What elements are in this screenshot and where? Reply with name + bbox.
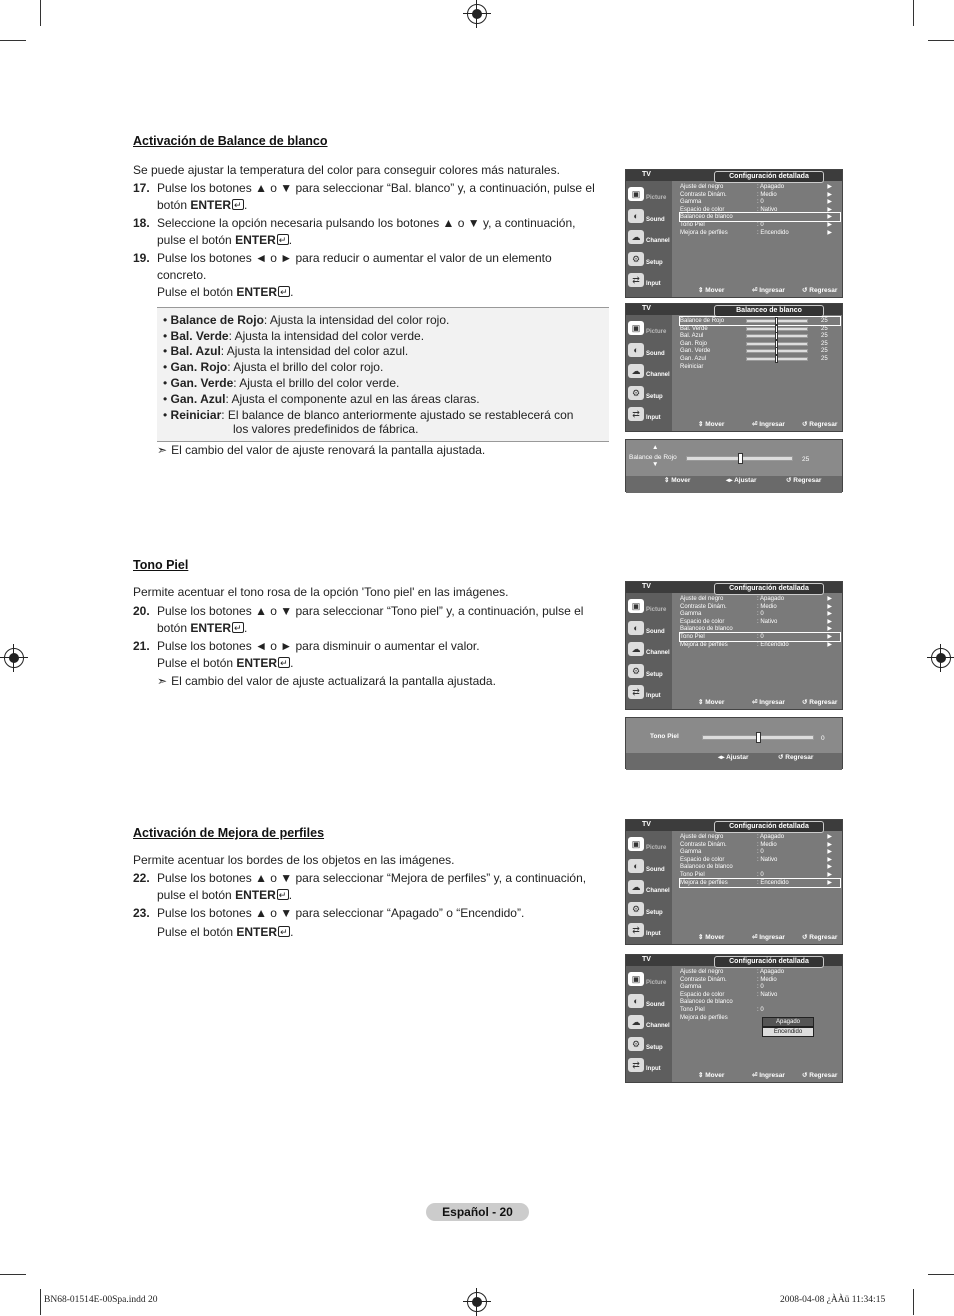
menu-row-label: Gamma bbox=[680, 984, 702, 991]
menu-row-value: : Apagado bbox=[757, 596, 785, 602]
adjust-hint: ◂▸ Ajustar bbox=[718, 754, 749, 761]
menu-row-value: : 0 bbox=[757, 199, 764, 206]
sidebar-item-label: Sound bbox=[646, 350, 665, 357]
sidebar-item-picture[interactable] bbox=[626, 835, 672, 855]
menu-row-label: Balanceo de blanco bbox=[680, 214, 733, 221]
sidebar-item-setup[interactable] bbox=[626, 900, 672, 920]
menu-title: Configuración detallada bbox=[714, 821, 824, 833]
menu-row-value: 25 bbox=[821, 340, 828, 347]
enter-key-label: ENTER bbox=[235, 888, 276, 902]
slider-label: Balance de Rojo bbox=[629, 454, 677, 461]
menu-row-label: Gamma bbox=[680, 849, 702, 856]
move-hint: ⇕ Mover bbox=[698, 1072, 725, 1079]
menu-row-label: Mejora de perfiles bbox=[680, 879, 728, 886]
menu-footer bbox=[672, 1071, 842, 1081]
menu-row-value: : Encendido bbox=[757, 879, 789, 886]
menu-row-value: 25 bbox=[821, 325, 828, 332]
mejora-dropdown[interactable] bbox=[762, 1017, 814, 1037]
menu-row[interactable] bbox=[680, 879, 840, 887]
tv-label: TV bbox=[642, 583, 651, 590]
sidebar-item-input[interactable] bbox=[626, 1056, 672, 1076]
menu-row-label: Tono Piel bbox=[680, 1007, 705, 1013]
tv-label: TV bbox=[642, 171, 651, 178]
return-hint: ↺ Regresar bbox=[802, 421, 838, 428]
menu-row[interactable] bbox=[680, 1014, 840, 1022]
sidebar-item-label: Picture bbox=[646, 980, 667, 986]
sidebar-item-label: Picture bbox=[646, 845, 667, 851]
bullet-item: • Bal. Verde: Ajusta la intensidad del color verde. bbox=[163, 329, 425, 343]
crop-mark bbox=[40, 1289, 41, 1315]
menu-row-label: Mejora de perfiles bbox=[680, 229, 728, 236]
menu-row-value: 25 bbox=[821, 348, 828, 355]
crop-mark bbox=[913, 0, 914, 26]
right-arrow-icon: ▶ bbox=[827, 879, 832, 886]
sidebar bbox=[626, 181, 672, 297]
sidebar-item-sound[interactable] bbox=[626, 857, 672, 877]
sidebar-item-label: Setup bbox=[646, 259, 663, 266]
menu-row[interactable] bbox=[680, 641, 840, 649]
sidebar-item-label: Input bbox=[646, 415, 661, 421]
enter-icon bbox=[278, 926, 290, 937]
channel-icon: ☁ bbox=[628, 642, 644, 656]
red-balance-knob[interactable] bbox=[738, 453, 743, 464]
sound-icon: ◐ bbox=[628, 621, 644, 635]
sidebar-item-picture[interactable] bbox=[626, 597, 672, 617]
enter-icon bbox=[277, 889, 289, 900]
sidebar-item-label: Sound bbox=[646, 628, 665, 635]
sidebar-item-setup[interactable] bbox=[626, 662, 672, 682]
menu-row-value: 25 bbox=[821, 318, 828, 324]
sidebar-item-picture[interactable] bbox=[626, 319, 672, 339]
menu-row-value: : 0 bbox=[757, 222, 764, 228]
tv-slider-screen bbox=[625, 439, 843, 492]
print-file-name: BN68-01514E-00Spa.indd 20 bbox=[44, 1295, 158, 1305]
section-heading-white-balance: Activación de Balance de blanco bbox=[133, 134, 328, 148]
menu-row-label: Tono Piel bbox=[680, 634, 705, 640]
channel-icon: ☁ bbox=[628, 880, 644, 894]
step-21: 21. Pulse los botones ◄ o ► para disminuir o aumentar el valor. Pulse el botón ENTER↵ . bbox=[133, 638, 603, 672]
menu-row-value: : Apagado bbox=[757, 184, 785, 190]
menu-row-label: Gan. Verde bbox=[680, 348, 711, 355]
enter-key-label: ENTER bbox=[236, 285, 278, 299]
crop-mark bbox=[928, 40, 954, 41]
move-hint: ⇕ Mover bbox=[698, 287, 725, 294]
right-arrow-icon: ▶ bbox=[827, 841, 832, 848]
registration-mark-icon bbox=[467, 1292, 487, 1312]
right-arrow-icon: ▶ bbox=[827, 634, 832, 640]
bullet-item: • Gan. Rojo: Ajusta el brillo del color rojo. bbox=[163, 360, 384, 374]
return-hint: ↺ Regresar bbox=[802, 934, 838, 941]
crop-mark bbox=[913, 1289, 914, 1315]
menu-footer bbox=[672, 933, 842, 943]
menu-row-label: Ajuste del negro bbox=[680, 969, 724, 975]
sidebar-item-label: Channel bbox=[646, 238, 670, 244]
menu-row-value: 25 bbox=[821, 356, 828, 362]
menu-row-label: Bal. Azul bbox=[680, 333, 704, 340]
sidebar-item-label: Input bbox=[646, 1066, 661, 1072]
tv-label: TV bbox=[642, 956, 651, 963]
menu-row-label: Espacio de color bbox=[680, 856, 725, 863]
sidebar-item-label: Sound bbox=[646, 1001, 665, 1008]
bullet-item: • Gan. Azul: Ajusta el componente azul en las áreas claras. bbox=[163, 392, 480, 406]
tv-slider-screen bbox=[625, 717, 843, 769]
input-icon: ⇄ bbox=[628, 923, 644, 937]
picture-icon: ▣ bbox=[628, 837, 644, 851]
skin-tone-knob[interactable] bbox=[756, 732, 761, 743]
menu-row-value: : 0 bbox=[757, 872, 764, 878]
sidebar bbox=[626, 966, 672, 1082]
menu-row-value: : Medio bbox=[757, 191, 777, 198]
slider-footer bbox=[626, 753, 842, 770]
menu-row-label: Balanceo de blanco bbox=[680, 999, 733, 1006]
menu-row-value: : Nativo bbox=[757, 856, 778, 863]
sidebar-item-channel[interactable] bbox=[626, 640, 672, 660]
sidebar-item-label: Setup bbox=[646, 393, 663, 400]
menu-row-label: Espacio de color bbox=[680, 618, 725, 625]
bullet-item: • Gan. Verde: Ajusta el brillo del color verde. bbox=[163, 376, 400, 390]
enter-key-label: ENTER bbox=[190, 198, 232, 212]
menu-row-label: Ajuste del negro bbox=[680, 834, 724, 840]
return-hint: ↺ Regresar bbox=[802, 699, 838, 706]
right-arrow-icon: ▶ bbox=[827, 184, 832, 190]
menu-row-label: Gamma bbox=[680, 199, 702, 206]
menu-row-label: Contraste Dinám. bbox=[680, 841, 727, 848]
menu-footer bbox=[672, 420, 842, 430]
sidebar-item-label: Setup bbox=[646, 671, 663, 678]
sidebar-item-label: Picture bbox=[646, 329, 667, 335]
note-arrow-icon: ➣ bbox=[157, 674, 168, 688]
enter-key-label: ENTER bbox=[236, 925, 278, 939]
sound-icon: ◐ bbox=[628, 343, 644, 357]
right-arrow-icon: ▶ bbox=[827, 856, 832, 863]
enter-icon bbox=[278, 657, 290, 668]
menu-footer bbox=[672, 286, 842, 296]
menu-row-value: : Medio bbox=[757, 841, 777, 848]
right-arrow-icon: ▶ bbox=[827, 214, 832, 221]
registration-mark-icon bbox=[467, 4, 487, 24]
enter-key-label: ENTER bbox=[190, 621, 232, 635]
menu-row-label: Gamma bbox=[680, 611, 702, 618]
menu-row-value: : Encendido bbox=[757, 641, 789, 648]
menu-row-label: Mejora de perfiles bbox=[680, 641, 728, 648]
menu-row-value: : Apagado bbox=[757, 834, 785, 840]
crop-mark bbox=[0, 40, 26, 41]
sidebar-item-label: Channel bbox=[646, 650, 670, 656]
menu-row-value: : 0 bbox=[757, 1007, 764, 1013]
move-hint: ⇕ Mover bbox=[664, 477, 691, 484]
sidebar-item-input[interactable] bbox=[626, 921, 672, 941]
down-arrow-icon: ▼ bbox=[652, 461, 659, 468]
setup-icon: ⚙ bbox=[628, 902, 644, 916]
move-hint: ⇕ Mover bbox=[698, 934, 725, 941]
enter-hint: ⏎ Ingresar bbox=[752, 934, 785, 941]
note-white-balance: ➣ El cambio del valor de ajuste renovará la pantalla ajustada. bbox=[157, 443, 486, 457]
right-arrow-icon: ▶ bbox=[827, 872, 832, 878]
move-hint: ⇕ Mover bbox=[698, 421, 725, 428]
setup-icon: ⚙ bbox=[628, 252, 644, 266]
note-skin-tone: ➣ El cambio del valor de ajuste actualizará la pantalla ajustada. bbox=[157, 674, 496, 688]
menu-title: Configuración detallada bbox=[714, 956, 824, 968]
sidebar-item-setup[interactable] bbox=[626, 1035, 672, 1055]
menu-row-label: Tono Piel bbox=[680, 222, 705, 228]
sidebar-item-input[interactable] bbox=[626, 683, 672, 703]
menu-row[interactable] bbox=[680, 363, 840, 371]
sidebar-item-channel[interactable] bbox=[626, 1013, 672, 1033]
picture-icon: ▣ bbox=[628, 972, 644, 986]
input-icon: ⇄ bbox=[628, 685, 644, 699]
crop-mark bbox=[0, 1274, 26, 1275]
enter-icon bbox=[232, 199, 244, 210]
sidebar-item-label: Picture bbox=[646, 607, 667, 613]
return-hint: ↺ Regresar bbox=[802, 287, 838, 294]
step-17: 17. Pulse los botones ▲ o ▼ para seleccionar “Bal. blanco” y, a continuación, pulse el botón ENTER↵ . bbox=[133, 180, 603, 214]
menu-row-value: : Apagado bbox=[757, 969, 785, 975]
sidebar-item-channel[interactable] bbox=[626, 228, 672, 248]
menu-row-value: : 0 bbox=[757, 634, 764, 640]
sidebar-item-input[interactable] bbox=[626, 271, 672, 291]
up-arrow-icon: ▲ bbox=[652, 444, 659, 451]
picture-icon: ▣ bbox=[628, 321, 644, 335]
sidebar-item-label: Picture bbox=[646, 195, 667, 201]
sound-icon: ◐ bbox=[628, 994, 644, 1008]
return-hint: ↺ Regresar bbox=[786, 477, 822, 484]
tv-screen bbox=[625, 581, 843, 710]
sidebar-item-label: Setup bbox=[646, 1044, 663, 1051]
sound-icon: ◐ bbox=[628, 859, 644, 873]
sidebar-item-sound[interactable] bbox=[626, 341, 672, 361]
sidebar-item-label: Channel bbox=[646, 1023, 670, 1029]
sidebar-item-setup[interactable] bbox=[626, 250, 672, 270]
move-hint: ⇕ Mover bbox=[698, 699, 725, 706]
setup-icon: ⚙ bbox=[628, 664, 644, 678]
bullet-item: • Reiniciar: El balance de blanco anteriormente ajustado se restablecerá con bbox=[163, 408, 574, 422]
input-icon: ⇄ bbox=[628, 1058, 644, 1072]
sidebar-item-label: Channel bbox=[646, 372, 670, 378]
intro-white-balance: Se puede ajustar la temperatura del color para conseguir colores más naturales. bbox=[133, 163, 560, 177]
menu-row-label: Mejora de perfiles bbox=[680, 1014, 728, 1021]
menu-row-label: Balanceo de blanco bbox=[680, 626, 733, 633]
step-22: 22. Pulse los botones ▲ o ▼ para seleccionar “Mejora de perfiles” y, a continuación, pulse el botón ENTER↵ . bbox=[133, 870, 603, 904]
tv-label: TV bbox=[642, 305, 651, 312]
sidebar-item-input[interactable] bbox=[626, 405, 672, 425]
enter-hint: ⏎ Ingresar bbox=[752, 1072, 785, 1079]
menu-row-value: : Nativo bbox=[757, 618, 778, 625]
enter-icon bbox=[278, 286, 290, 297]
channel-icon: ☁ bbox=[628, 1015, 644, 1029]
note-arrow-icon: ➣ bbox=[157, 443, 168, 457]
enter-icon bbox=[232, 622, 244, 633]
sidebar-item-label: Input bbox=[646, 281, 661, 287]
menu-row-label: Balance de Rojo bbox=[680, 318, 725, 324]
menu-row-value: : 0 bbox=[757, 984, 764, 991]
enter-hint: ⏎ Ingresar bbox=[752, 699, 785, 706]
step-23: 23. Pulse los botones ▲ o ▼ para seleccionar “Apagado” o “Encendido”. Pulse el botón ENTER↵ . bbox=[133, 905, 603, 941]
sidebar-item-channel[interactable] bbox=[626, 878, 672, 898]
menu-row-label: Reiniciar bbox=[680, 363, 704, 370]
skin-tone-value: 0 bbox=[821, 735, 825, 742]
menu-row-label: Ajuste del negro bbox=[680, 596, 724, 602]
sidebar-item-picture[interactable] bbox=[626, 970, 672, 990]
menu-row-label: Espacio de color bbox=[680, 206, 725, 213]
right-arrow-icon: ▶ bbox=[827, 199, 832, 206]
tv-screen bbox=[625, 303, 843, 432]
right-arrow-icon: ▶ bbox=[827, 603, 832, 610]
right-arrow-icon: ▶ bbox=[827, 611, 832, 618]
input-icon: ⇄ bbox=[628, 407, 644, 421]
sound-icon: ◐ bbox=[628, 209, 644, 223]
sidebar bbox=[626, 593, 672, 709]
sidebar bbox=[626, 831, 672, 944]
setup-icon: ⚙ bbox=[628, 386, 644, 400]
menu-footer bbox=[672, 698, 842, 708]
bullet-item: • Balance de Rojo: Ajusta la intensidad del color rojo. bbox=[163, 313, 450, 327]
menu-row-label: Gan. Azul bbox=[680, 356, 707, 362]
return-hint: ↺ Regresar bbox=[802, 1072, 838, 1079]
menu-row-value: : Medio bbox=[757, 976, 777, 983]
right-arrow-icon: ▶ bbox=[827, 641, 832, 648]
menu-row-label: Gan. Rojo bbox=[680, 340, 708, 347]
sidebar-item-label: Sound bbox=[646, 216, 665, 223]
right-arrow-icon: ▶ bbox=[827, 191, 832, 198]
menu-row-label: Contraste Dinám. bbox=[680, 603, 727, 610]
menu-row[interactable] bbox=[680, 229, 840, 237]
tv-screen bbox=[625, 169, 843, 298]
menu-row-label: Espacio de color bbox=[680, 991, 725, 998]
enter-hint: ⏎ Ingresar bbox=[752, 287, 785, 294]
right-arrow-icon: ▶ bbox=[827, 849, 832, 856]
sidebar-item-sound[interactable] bbox=[626, 992, 672, 1012]
sidebar-item-label: Input bbox=[646, 693, 661, 699]
enter-key-label: ENTER bbox=[236, 656, 278, 670]
menu-title: Configuración detallada bbox=[714, 171, 824, 183]
red-balance-value: 25 bbox=[802, 456, 810, 463]
sidebar-item-label: Sound bbox=[646, 866, 665, 873]
right-arrow-icon: ▶ bbox=[827, 626, 832, 633]
menu-title: Configuración detallada bbox=[714, 583, 824, 595]
white-balance-options-box bbox=[157, 307, 609, 442]
menu-row-label: Contraste Dinám. bbox=[680, 191, 727, 198]
crop-mark bbox=[40, 0, 41, 26]
sidebar-item-label: Channel bbox=[646, 888, 670, 894]
picture-icon: ▣ bbox=[628, 599, 644, 613]
menu-row-label: Ajuste del negro bbox=[680, 184, 724, 190]
sidebar-item-setup[interactable] bbox=[626, 384, 672, 404]
right-arrow-icon: ▶ bbox=[827, 864, 832, 871]
right-arrow-icon: ▶ bbox=[827, 596, 832, 602]
enter-hint: ⏎ Ingresar bbox=[752, 421, 785, 428]
sidebar-item-sound[interactable] bbox=[626, 207, 672, 227]
right-arrow-icon: ▶ bbox=[827, 229, 832, 236]
menu-row-value: : Nativo bbox=[757, 206, 778, 213]
right-arrow-icon: ▶ bbox=[827, 206, 832, 213]
step-18: 18. Seleccione la opción necesaria pulsando los botones ▲ o ▼ y, a continuación, pulse el botón ENTER↵ . bbox=[133, 215, 603, 249]
menu-row-value: : Medio bbox=[757, 603, 777, 610]
channel-icon: ☁ bbox=[628, 364, 644, 378]
slider-footer bbox=[626, 476, 842, 493]
sidebar-item-sound[interactable] bbox=[626, 619, 672, 639]
sidebar-item-channel[interactable] bbox=[626, 362, 672, 382]
return-hint: ↺ Regresar bbox=[778, 754, 814, 761]
intro-skin-tone: Permite acentuar el tono rosa de la opción 'Tono piel' en las imágenes. bbox=[133, 585, 509, 599]
registration-mark-icon bbox=[4, 648, 24, 668]
sidebar-item-picture[interactable] bbox=[626, 185, 672, 205]
section-heading-skin-tone: Tono Piel bbox=[133, 558, 189, 572]
step-19: 19. Pulse los botones ◄ o ► para reducir o aumentar el valor de un elemento concreto. Pulse el botón ENTER↵ . bbox=[133, 250, 603, 302]
menu-row-label: Tono Piel bbox=[680, 872, 705, 878]
adjust-hint: ◂▸ Ajustar bbox=[726, 477, 757, 484]
slider-label: Tono Piel bbox=[650, 733, 679, 740]
tv-screen bbox=[625, 819, 843, 945]
section-heading-edge: Activación de Mejora de perfiles bbox=[133, 826, 325, 840]
enter-key-label: ENTER bbox=[235, 233, 276, 247]
step-20: 20. Pulse los botones ▲ o ▼ para seleccionar “Tono piel” y, a continuación, pulse el botón ENTER↵ . bbox=[133, 603, 603, 637]
menu-row-value: : 0 bbox=[757, 611, 764, 618]
menu-row-value: : Nativo bbox=[757, 991, 778, 998]
menu-row-label: Contraste Dinám. bbox=[680, 976, 727, 983]
right-arrow-icon: ▶ bbox=[827, 834, 832, 840]
menu-row-label: Bal. Verde bbox=[680, 325, 708, 332]
registration-mark-icon bbox=[931, 648, 951, 668]
tv-label: TV bbox=[642, 821, 651, 828]
sidebar-item-label: Setup bbox=[646, 909, 663, 916]
picture-icon: ▣ bbox=[628, 187, 644, 201]
sidebar bbox=[626, 315, 672, 431]
right-arrow-icon: ▶ bbox=[827, 618, 832, 625]
input-icon: ⇄ bbox=[628, 273, 644, 287]
page-number-badge: Español - 20 bbox=[426, 1203, 529, 1221]
dropdown-option[interactable]: Encendido bbox=[762, 1027, 814, 1037]
bullet-item-continuation: los valores predefinidos de fábrica. bbox=[233, 422, 419, 436]
menu-row-value: : 0 bbox=[757, 849, 764, 856]
menu-row-value: 25 bbox=[821, 333, 828, 340]
crop-mark bbox=[928, 1274, 954, 1275]
dropdown-option[interactable]: Apagado bbox=[762, 1017, 814, 1027]
sidebar-item-label: Input bbox=[646, 931, 661, 937]
channel-icon: ☁ bbox=[628, 230, 644, 244]
enter-icon bbox=[277, 234, 289, 245]
bullet-item: • Bal. Azul: Ajusta la intensidad del color azul. bbox=[163, 344, 409, 358]
menu-row-label: Balanceo de blanco bbox=[680, 864, 733, 871]
tv-screen bbox=[625, 954, 843, 1083]
menu-title: Balanceo de blanco bbox=[714, 305, 824, 317]
setup-icon: ⚙ bbox=[628, 1037, 644, 1051]
print-timestamp: 2008-04-08 ¿ÀÀü 11:34:15 bbox=[780, 1295, 886, 1305]
intro-edge: Permite acentuar los bordes de los objetos en las imágenes. bbox=[133, 853, 455, 867]
menu-row-value: : Encendido bbox=[757, 229, 789, 236]
right-arrow-icon: ▶ bbox=[827, 222, 832, 228]
